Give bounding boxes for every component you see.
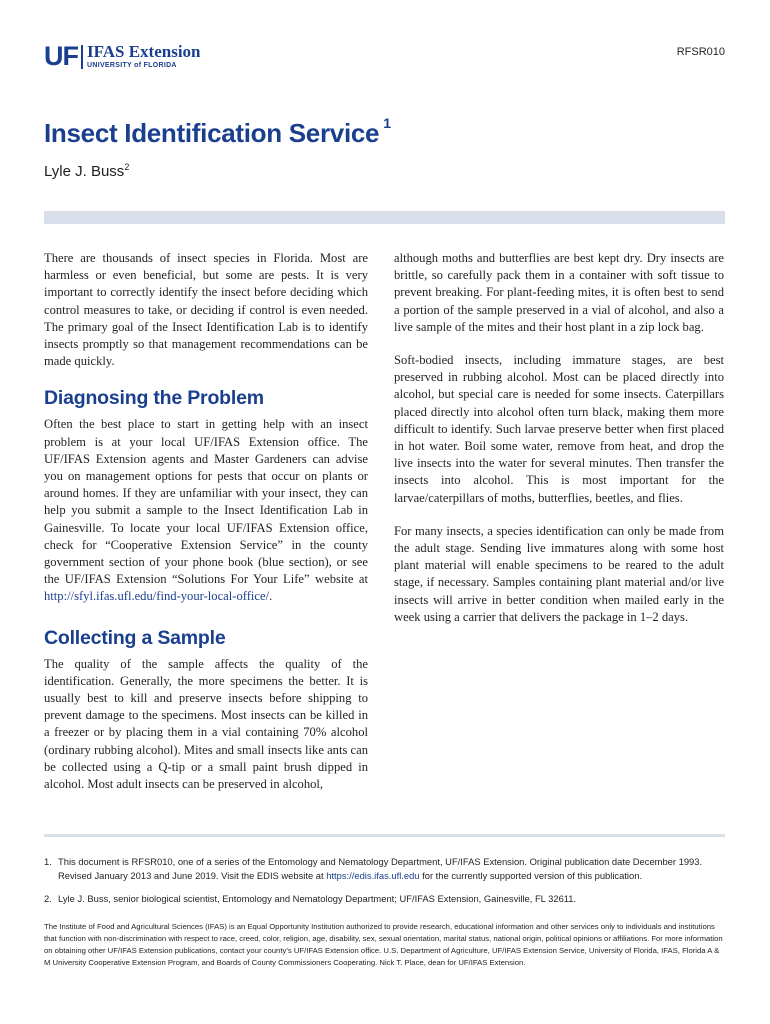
logo-subtitle: UNIVERSITY of FLORIDA <box>87 62 177 69</box>
logo-uf-mark: UF <box>44 41 78 71</box>
footnote-1-text: This document is RFSR010, one of a series of the Entomology and Nematology Department, UF/IFAS Extension. Original publication date December 1993. Revised January 2013 and June 2019. Visit the EDIS website at <box>58 856 703 881</box>
footnote-2-number: 2. <box>44 893 52 904</box>
species-id-paragraph: For many insects, a species identification can only be made from the adult stage. Sending live immatures along with some host plant material will enable specimens to be reared to the adult stage, if necessary. Samples containing plant material and/or live insects will arrive in better condition when mailed early in the week using a carrier that delivers the package in 1–2 days. <box>394 523 724 624</box>
right-column <box>394 250 724 642</box>
local-office-link[interactable]: http://sfyl.ifas.ufl.edu/find-your-local-office/ <box>44 589 270 604</box>
diagnosing-heading: Diagnosing the Problem <box>44 387 264 410</box>
collecting-paragraph: The quality of the sample affects the quality of the identification. Generally, the more specimens the better. It is usually best to kill and preserve insects before shipping to prevent damage to the specimens. Most insects can be killed in a freezer or by placing them in a vial containing 70% alcohol (ordinary rubbing alcohol). Mites and small insects like ants can be collected using a Q-tip or a small paint brush dipped in alcohol. Most adult insects can be preserved in alcohol, <box>44 656 368 792</box>
footnote-2-text: Lyle J. Buss, senior biological scientist, Entomology and Nematology Department; UF/IFAS Extension, Gainesville, FL 32611. <box>58 893 577 904</box>
page-title <box>44 115 391 149</box>
page-title-text: Insect Identification Service <box>44 118 380 148</box>
footnote-1 <box>44 855 725 882</box>
soft-bodied-paragraph: Soft-bodied insects, including immature stages, are best preserved in rubbing alcohol. Most can be placed directly into alcohol, but special care is needed for some insects. Caterpillars placed directly into alcohol often turn black, making them more difficult to identify. Such larvae preserve better when first placed in hot water. Boil some water, remove from heat, and drop the live insects into the water for several minutes. Then transfer the insects into alcohol. This is most important for the larvae/caterpillars of moths, butterflies, beetles, and flies. <box>394 353 724 505</box>
footnote-1-text-end: for the currently supported version of this publication. <box>419 869 643 881</box>
title-footnote-mark[interactable]: 1 <box>383 115 391 132</box>
ifas-statement: The Institute of Food and Agricultural Sciences (IFAS) is an Equal Opportunity Institution authorized to provide research, educational information and other services only to individuals and institutions that function with non-discrimination with respect to race, creed, color, religion, age, disability, sex, sexual orientation, marital status, national origin, political opinions or affiliations. For more information on obtaining other UF/IFAS Extension publications, contact your county’s UF/IFAS Extension office. U.S. Department of Agriculture, UF/IFAS Extension Service, University of Florida, IFAS, Florida A & M University Cooperative Extension Program, and Boards of County Commissioners Cooperating. Nick T. Place, dean for UF/IFAS Extension. <box>44 922 723 967</box>
left-column <box>44 250 368 793</box>
footnote-2 <box>44 892 725 906</box>
diagnosing-paragraph <box>44 416 368 605</box>
author-name: Lyle J. Buss <box>44 163 125 180</box>
collecting-paragraph-continued: although moths and butterflies are best kept dry. Dry insects are brittle, so carefully pack them in a container with soft tissue to prevent breaking. For plant-feeding mites, it is often best to send a portion of the sample preserved in a vial of alcohol, and also a live sample of the mites and their host plant in a zip lock bag. <box>394 251 724 334</box>
uf-ifas-logo <box>44 43 224 73</box>
document-id: RFSR010 <box>676 46 725 58</box>
logo-divider <box>81 45 83 69</box>
intro-paragraph: There are thousands of insect species in Florida. Most are harmless or even beneficial, but some are pests. It is very important to correctly identify the insect before deciding which control measures to take, or deciding if control is even needed. The primary goal of the Insect Identification Lab is to identify insects promptly so that management recommendations can be made quickly. <box>44 251 368 369</box>
collecting-heading: Collecting a Sample <box>44 626 226 649</box>
author-footnote-mark[interactable]: 2 <box>124 162 130 172</box>
author-line <box>44 162 129 180</box>
header-divider <box>44 211 725 224</box>
diagnosing-end: . <box>269 589 273 604</box>
footnote-1-number: 1. <box>44 856 52 867</box>
logo-name: IFAS Extension <box>87 42 201 61</box>
diagnosing-text: Often the best place to start in getting help with an insect problem is at your local UF/IFAS Extension office. The UF/IFAS Extension agents and Master Gardeners can advise you on management options for pests that occur on plants or around homes. If they are unfamiliar with your insect, they can help you submit a sample to the Insect Identification Lab in Gainesville. To locate your local UF/IFAS Extension office, check for “Cooperative Extension Service” in the county government section of your phone book (blue section), or see the UF/IFAS Extension “Solutions For Your Life” website at <box>44 417 368 587</box>
footnote-divider <box>44 834 725 837</box>
edis-link[interactable]: https://edis.ifas.ufl.edu <box>326 869 420 881</box>
